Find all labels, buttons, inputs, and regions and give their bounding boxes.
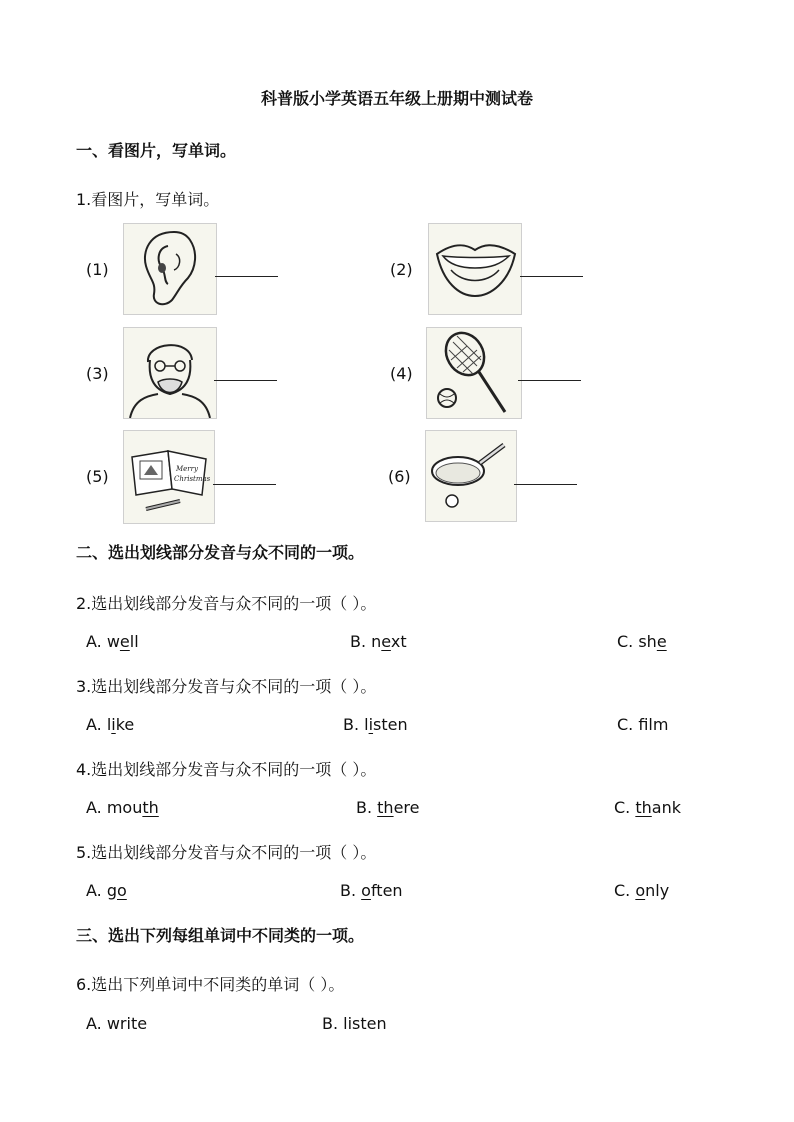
svg-text:Christmas: Christmas [174, 475, 211, 483]
question-1-prompt: 1.看图片，写单词。 [76, 190, 220, 209]
answer-blank-2[interactable] [520, 276, 583, 277]
old-man-icon [123, 327, 217, 419]
item-number-4: (4) [390, 364, 413, 383]
question-4-prompt: 4.选出划线部分发音与众不同的一项（ ）。 [76, 760, 377, 779]
item-number-1: (1) [86, 260, 109, 279]
q4-option-c[interactable]: C. thank [614, 798, 681, 817]
q5-option-b[interactable]: B. often [340, 881, 403, 900]
q3-option-b[interactable]: B. listen [343, 715, 408, 734]
question-2-prompt: 2.选出划线部分发音与众不同的一项（ ）。 [76, 594, 377, 613]
section-2-heading: 二、选出划线部分发音与众不同的一项。 [76, 543, 365, 562]
q6-option-b[interactable]: B. listen [322, 1014, 387, 1033]
item-number-6: (6) [388, 467, 411, 486]
question-3-prompt: 3.选出划线部分发音与众不同的一项（ ）。 [76, 677, 377, 696]
ping-pong-icon [425, 430, 517, 522]
question-6-prompt: 6.选出下列单词中不同类的单词（ ）。 [76, 975, 345, 994]
tennis-icon [426, 327, 522, 419]
christmas-card-icon [123, 430, 215, 524]
item-number-3: (3) [86, 364, 109, 383]
q2-option-c[interactable]: C. she [617, 632, 667, 651]
q4-option-a[interactable]: A. mouth [86, 798, 159, 817]
answer-blank-6[interactable] [514, 484, 577, 485]
answer-blank-3[interactable] [214, 380, 277, 381]
answer-blank-5[interactable] [213, 484, 276, 485]
q5-option-c[interactable]: C. only [614, 881, 670, 900]
section-1-heading: 一、看图片，写单词。 [76, 141, 237, 160]
q2-option-b[interactable]: B. next [350, 632, 407, 651]
page-title: 科普版小学英语五年级上册期中测试卷 [260, 89, 533, 108]
q2-option-a[interactable]: A. well [86, 632, 139, 651]
q5-option-a[interactable]: A. go [86, 881, 127, 900]
section-3-heading: 三、选出下列每组单词中不同类的一项。 [76, 926, 365, 945]
ear-icon [123, 223, 217, 315]
item-number-5: (5) [86, 467, 109, 486]
card-text: Merry [176, 465, 198, 473]
question-5-prompt: 5.选出划线部分发音与众不同的一项（ ）。 [76, 843, 377, 862]
q3-option-c[interactable]: C. flm [617, 715, 669, 734]
item-number-2: (2) [390, 260, 413, 279]
q6-option-a[interactable]: A. write [86, 1014, 148, 1033]
answer-blank-1[interactable] [215, 276, 278, 277]
answer-blank-4[interactable] [518, 380, 581, 381]
mouth-icon [428, 223, 522, 315]
q3-option-a[interactable]: A. like [86, 715, 135, 734]
q4-option-b[interactable]: B. there [356, 798, 420, 817]
